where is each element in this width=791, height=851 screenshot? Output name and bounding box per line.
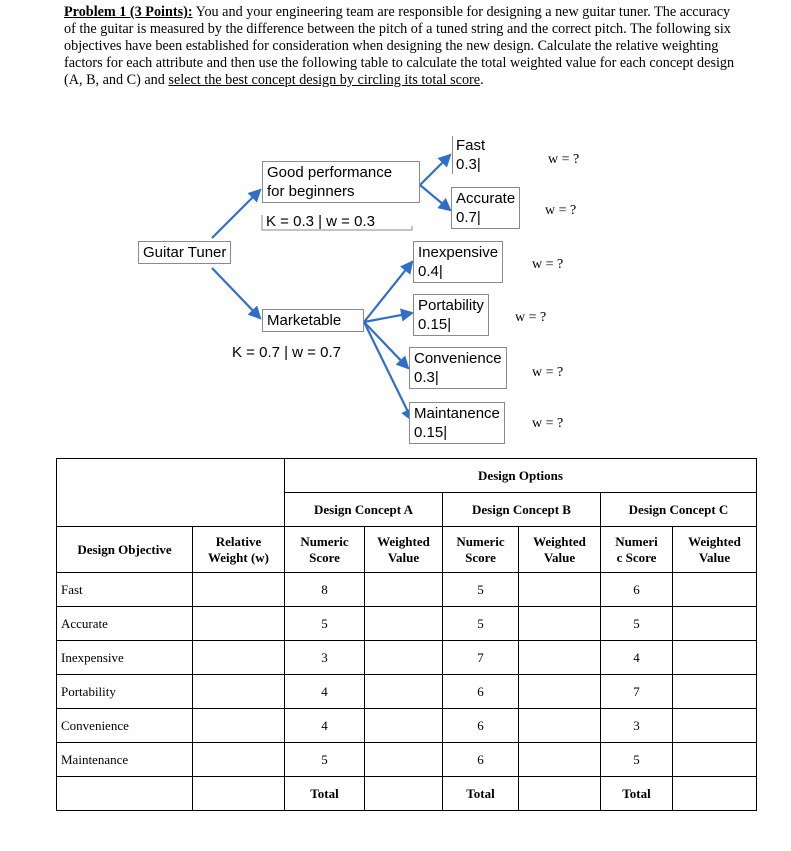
leaf-convenience-name: Convenience — [414, 350, 502, 367]
b-numeric-header — [443, 527, 519, 573]
leaf-maintanence-name: Maintanence — [414, 405, 500, 422]
problem-title: Problem 1 (3 Points): — [64, 4, 193, 20]
b-weighted-cell[interactable] — [519, 743, 601, 777]
table-row — [57, 573, 757, 607]
concept-a-header: Design Concept A — [285, 493, 443, 527]
a-weighted-cell[interactable] — [365, 573, 443, 607]
leaf-inexpensive-name: Inexpensive — [418, 244, 499, 261]
tree-node-marketable: Marketable — [262, 309, 364, 332]
b-score: 5 — [443, 573, 519, 607]
design-options-header: Design Options — [285, 459, 757, 493]
b-weighted-cell[interactable] — [519, 607, 601, 641]
c-weighted-cell[interactable] — [673, 607, 757, 641]
c-w-h1: Weighted — [688, 533, 741, 549]
a-weighted-cell[interactable] — [365, 607, 443, 641]
leaf-portability — [413, 294, 489, 336]
market-kw: K = 0.7 | w = 0.7 — [232, 344, 341, 361]
c-w-h2: Value — [698, 549, 731, 565]
b-w-h1: Weighted — [533, 533, 586, 549]
weight-h2: Weight (w) — [207, 549, 270, 565]
design-matrix-table — [56, 458, 757, 811]
b-total-label: Total — [443, 777, 519, 811]
b-score: 6 — [443, 743, 519, 777]
c-score: 5 — [601, 743, 673, 777]
leaf-accurate — [451, 187, 520, 229]
row-objective: Accurate — [57, 607, 193, 641]
b-weighted-cell[interactable] — [519, 641, 601, 675]
b-w-h2: Value — [543, 549, 576, 565]
weight-col-header — [193, 527, 285, 573]
a-score: 8 — [285, 573, 365, 607]
leaf-convenience-k: 0.3| — [414, 369, 439, 386]
problem-instruction: select the best concept design by circling its total score — [168, 71, 481, 88]
leaf-fast-w: w = ? — [548, 152, 580, 167]
c-score: 5 — [601, 607, 673, 641]
table-row — [57, 743, 757, 777]
weight-cell[interactable] — [193, 675, 285, 709]
leaf-accurate-k: 0.7| — [456, 209, 481, 226]
b-score: 6 — [443, 675, 519, 709]
leaf-inexpensive — [413, 241, 503, 283]
a-weighted-header — [365, 527, 443, 573]
c-score: 7 — [601, 675, 673, 709]
c-score: 3 — [601, 709, 673, 743]
leaf-fast — [452, 136, 485, 174]
tree-node-performance — [262, 161, 420, 203]
c-num-h1: Numeri — [615, 533, 658, 549]
row-objective: Convenience — [57, 709, 193, 743]
c-score: 6 — [601, 573, 673, 607]
table-corner — [57, 459, 285, 527]
weight-cell[interactable] — [193, 607, 285, 641]
a-weighted-cell[interactable] — [365, 641, 443, 675]
a-w-h2: Value — [387, 549, 420, 565]
perf-label2: for beginners — [267, 183, 355, 200]
row-objective: Maintenance — [57, 743, 193, 777]
a-score: 4 — [285, 709, 365, 743]
leaf-maintanence-w: w = ? — [532, 416, 564, 431]
concept-b-header: Design Concept B — [443, 493, 601, 527]
perf-label1: Good performance — [267, 164, 393, 181]
totals-empty — [57, 777, 193, 811]
c-numeric-header — [601, 527, 673, 573]
weight-cell[interactable] — [193, 641, 285, 675]
table-row — [57, 709, 757, 743]
leaf-fast-name: Fast — [456, 137, 486, 154]
c-weighted-cell[interactable] — [673, 573, 757, 607]
leaf-portability-k: 0.15| — [418, 316, 452, 333]
c-weighted-cell[interactable] — [673, 709, 757, 743]
row-objective: Fast — [57, 573, 193, 607]
leaf-maintanence-k: 0.15| — [414, 424, 448, 441]
a-score: 4 — [285, 675, 365, 709]
a-score: 5 — [285, 743, 365, 777]
leaf-convenience — [409, 347, 507, 389]
a-num-h2: Score — [309, 549, 340, 565]
weight-h1: Relative — [215, 533, 262, 549]
leaf-accurate-w: w = ? — [545, 203, 577, 218]
leaf-accurate-name: Accurate — [456, 190, 516, 207]
b-weighted-cell[interactable] — [519, 709, 601, 743]
a-score: 3 — [285, 641, 365, 675]
b-weighted-header — [519, 527, 601, 573]
c-num-h2: c Score — [616, 549, 657, 565]
c-total-cell[interactable] — [673, 777, 757, 811]
b-score: 7 — [443, 641, 519, 675]
a-weighted-cell[interactable] — [365, 743, 443, 777]
c-total-label: Total — [601, 777, 673, 811]
perf-kw: K = 0.3 | w = 0.3 — [266, 213, 375, 230]
a-weighted-cell[interactable] — [365, 709, 443, 743]
c-weighted-header — [673, 527, 757, 573]
weight-cell[interactable] — [193, 709, 285, 743]
row-objective: Inexpensive — [57, 641, 193, 675]
a-numeric-header — [285, 527, 365, 573]
weight-cell[interactable] — [193, 573, 285, 607]
b-score: 6 — [443, 709, 519, 743]
b-total-cell[interactable] — [519, 777, 601, 811]
problem-text: You and your engineering team are responsible for designing a new guitar tuner. The accuracy of the guitar is measured by the difference between the pitch of a tuned string and the correct pitch. The following six objectives have been established for consideration when designing the new design. Calculate the relative weighting factors for each attribute and then use the following table to calculate the total weighted value for each concept design (A, B, and C) and — [64, 4, 735, 88]
totals-row — [57, 777, 757, 811]
leaf-inexpensive-k: 0.4| — [418, 263, 443, 280]
leaf-inexpensive-w: w = ? — [532, 257, 564, 272]
b-num-h2: Score — [465, 549, 496, 565]
row-objective: Portability — [57, 675, 193, 709]
table-row — [57, 641, 757, 675]
concept-c-header: Design Concept C — [601, 493, 757, 527]
leaf-maintanence — [409, 402, 505, 444]
leaf-portability-name: Portability — [418, 297, 484, 314]
a-total-label: Total — [285, 777, 365, 811]
b-num-h1: Numeric — [456, 533, 505, 549]
leaf-convenience-w: w = ? — [532, 365, 564, 380]
problem-end: . — [480, 71, 484, 88]
b-score: 5 — [443, 607, 519, 641]
leaf-fast-k: 0.3| — [456, 156, 481, 173]
c-weighted-cell[interactable] — [673, 743, 757, 777]
a-total-cell[interactable] — [365, 777, 443, 811]
tree-root: Guitar Tuner — [138, 241, 231, 264]
a-w-h1: Weighted — [377, 533, 430, 549]
a-score: 5 — [285, 607, 365, 641]
a-weighted-cell[interactable] — [365, 675, 443, 709]
leaf-portability-w: w = ? — [515, 310, 547, 325]
weight-cell[interactable] — [193, 743, 285, 777]
a-num-h1: Numeric — [300, 533, 349, 549]
c-weighted-cell[interactable] — [673, 675, 757, 709]
c-weighted-cell[interactable] — [673, 641, 757, 675]
table-row — [57, 675, 757, 709]
b-weighted-cell[interactable] — [519, 675, 601, 709]
table-row — [57, 607, 757, 641]
b-weighted-cell[interactable] — [519, 573, 601, 607]
c-score: 4 — [601, 641, 673, 675]
objective-col-header: Design Objective — [57, 527, 193, 573]
totals-empty — [193, 777, 285, 811]
